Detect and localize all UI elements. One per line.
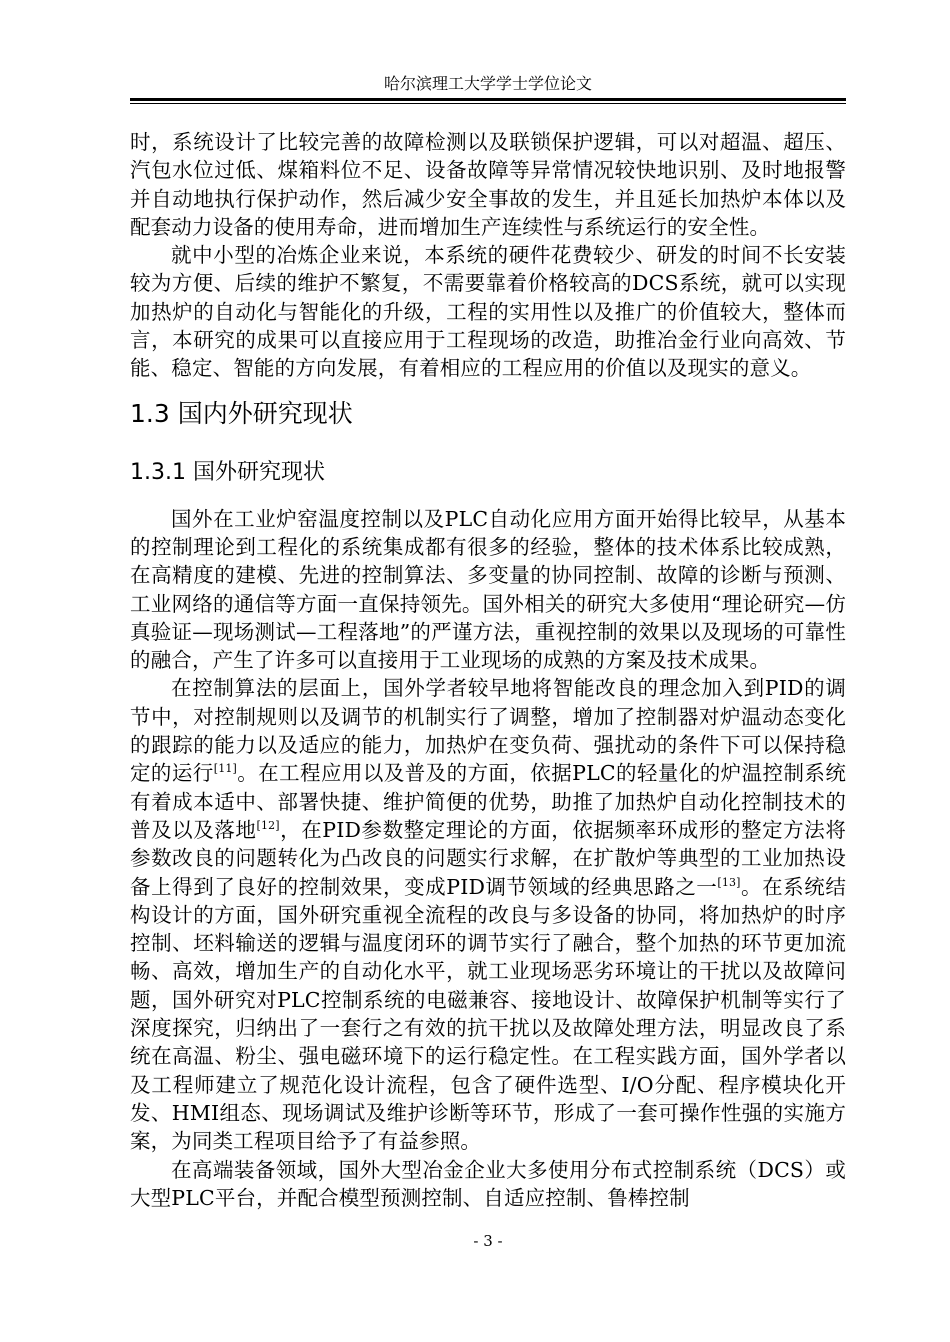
citation-12: [12] — [256, 818, 280, 832]
paragraph-text-segment: 在控制算法的层面上，国外学者较早地将智能改良的理念加入到PID的调节中，对控制规则以及调节的机制实行了调整，增加了控制器对炉温动态变化的跟踪的能力以及适应的能力，加热炉在变负荷、强扰动的条件下可以保持稳定的运行 — [130, 676, 846, 786]
paragraph-control-algorithms — [130, 674, 846, 1155]
header-rule-thin — [130, 103, 846, 104]
subsection-heading-1-3-1: 1.3.1 国外研究现状 — [130, 459, 325, 485]
paragraph-text-segment: 。在系统结构设计的方面，国外研究重视全流程的改良与多设备的协同，将加热炉的时序控制、坯料输送的逻辑与温度闭环的调节实行了融合，整个加热的环节更加流畅、高效，增加生产的自动化水平，就工业现场恶劣环境让的干扰以及故障问题，国外研究对PLC控制系统的电磁兼容、接地设计、故障保护机制等实行了深度探究，归纳出了一套行之有效的抗干扰以及故障处理方法，明显改良了系统在高温、粉尘、强电磁环境下的运行稳定性。在工程实践方面，国外学者以及工程师建立了规范化设计流程，包含了硬件选型、I/O分配、程序模块化开发、HMI组态、现场调试及维护诊断等环节，形成了一套可操作性强的实施方案，为同类工程项目给予了有益参照。 — [130, 874, 846, 1154]
page-number: - 3 - — [473, 1232, 503, 1250]
running-header: 哈尔滨理工大学学士学位论文 — [383, 74, 592, 93]
paragraph-continued: 时，系统设计了比较完善的故障检测以及联锁保护逻辑，可以对超温、超压、汽包水位过低、煤箱料位不足、设备故障等异常情况较快地识别、及时地报警并自动地执行保护动作，然后减少安全事故的发生，并且延长加热炉本体以及配套动力设备的使用寿命，进而增加生产连续性与系统运行的安全性。 — [130, 130, 846, 239]
citation-11: [11] — [213, 762, 237, 776]
body-content — [130, 128, 846, 1212]
paragraph-significance: 就中小型的冶炼企业来说，本系统的硬件花费较少、研发的时间不长安装较为方便、后续的维护不繁复，不需要靠着价格较高的DCS系统，就可以实现加热炉的自动化与智能化的升级，工程的实用性以及推广的价值较大，整体而言，本研究的成果可以直接应用于工程现场的改造，助推冶金行业向高效、节能、稳定、智能的方向发展，有着相应的工程应用的价值以及现实的意义。 — [130, 243, 846, 381]
citation-13: [13] — [717, 875, 741, 889]
header-rule-thick — [130, 98, 846, 101]
paragraph-foreign-overview: 国外在工业炉窑温度控制以及PLC自动化应用方面开始得比较早，从基本的控制理论到工程化的系统集成都有很多的经验，整体的技术体系比较成熟，在高精度的建模、先进的控制算法、多变量的协同控制、故障的诊断与预测、工业网络的通信等方面一直保持领先。国外相关的研究大多使用“理论研究—仿真验证—现场测试—工程落地”的严谨方法，重视控制的效果以及现场的可靠性的融合，产生了许多可以直接用于工业现场的成熟的方案及技术成果。 — [130, 506, 846, 673]
paragraph-text-segment: ，在PID参数整定理论的方面，依据频率环成形的整定方法将参数改良的问题转化为凸改良的问题实行求解，在扩散炉等典型的工业加热设备上得到了良好的控制效果，变成PID调节领域的经典思路之一 — [130, 817, 847, 899]
section-heading-1-3: 1.3 国内外研究现状 — [130, 398, 353, 428]
paragraph-text-segment: 。在工程应用以及普及的方面，依据PLC的轻量化的炉温控制系统有着成本适中、部署快捷、维护简便的优势，助推了加热炉自动化控制技术的普及以及落地 — [130, 761, 846, 842]
paragraph-high-end-equipment: 在高端装备领域，国外大型冶金企业大多使用分布式控制系统（DCS）或大型PLC平台，并配合模型预测控制、自适应控制、鲁棒控制 — [130, 1157, 846, 1210]
